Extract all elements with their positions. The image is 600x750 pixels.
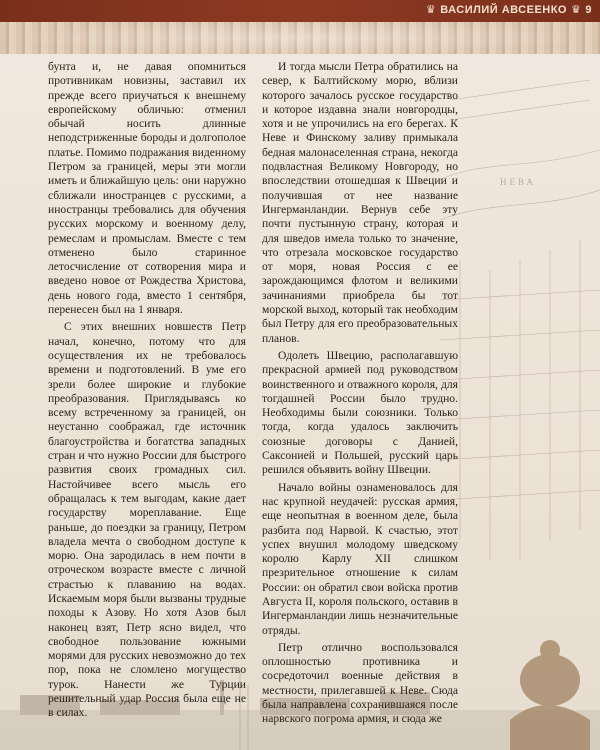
crown-icon: ♛	[425, 4, 437, 16]
paragraph: бунта и, не давая опомниться противникам новизны, заставил их прежде всего приучаться к внешнему европейскому обличью: отменил обычай носить длинные неподстриженные бороды и долгополое платье. Помимо подражания виденному Петром за границей, меры эти могли иметь и ближайшую цель: они наружно сближали иностранцев с русскими, а иностранцы требовались для обучения русских морскому и военному делу, ремеслам и промыслам. Вместе с тем отменено было старинное летосчисление от сотворения мира и введено новое от Рождества Христова, день нового года, вместо 1 сентября, перенесен был на 1 января.	[48, 60, 246, 317]
text-column-right	[262, 60, 458, 730]
paragraph: С этих внешних новшеств Петр начал, конечно, потому что для осуществления их не требовалось времени и подготовлений. В уме его зрели более широкие и глубокие преобразования. Приглядываясь ко всему встреченному за границей, он неустанно соображал, где источник благоустройства и богатства западных стран и что нужно России для быстрого развития своих громадных сил. Настойчивее всего мысль его обращалась к тем выгодам, какие дает государству мореплавание. Еще раньше, до поездки за границу, Петром владела мечта о свободном доступе к морю. Она зародилась в нем почти в отроческом возрасте вместе с личной страстью к плаванию на водах. Искаемым моря были вызваны трудные походы к Азову. Но хотя Азов был наконец взят, Петр ясно видел, что свободное пользование южными морями для русских невозможно до тех пор, пока не сломлено могущество турок. Нанести же Турции решительный удар Россия была еще не в силах.	[48, 320, 246, 720]
paragraph: Одолеть Швецию, располагавшую прекрасной армией под руководством воинственного и отважного короля, для тогдашней России было трудно. Необходимы были союзники. Только тогда, когда удалось заключить союзные договоры с Данией, Саксонией и Польшей, русский царь решился объявить войну Швеции.	[262, 348, 458, 477]
paragraph: Петр отлично воспользовался оплошностью противника и сосредоточил военные действия в местности, прилегавшей к Неве. Сюда была направлена сохранившаяся после нарвского погрома армия, и сюда же	[262, 640, 458, 726]
author-name: ВАСИЛИЙ АВСЕЕНКО	[440, 3, 567, 16]
running-head	[426, 3, 592, 16]
crown-icon: ♛	[571, 4, 582, 16]
background-map	[440, 60, 600, 640]
text-column-left	[48, 60, 246, 724]
map-label: НЕВА	[500, 177, 536, 187]
crest-ornament	[490, 620, 600, 750]
page-number: 9	[585, 3, 592, 16]
paragraph: И тогда мысли Петра обратились на север, к Балтийскому морю, вблизи которого зачалось русское государство и которое издавна знали новгородцы, хотя и не упрочились на его берегах. К Неве и Финскому заливу примыкала бедная малонаселенная страна, некогда подвластная Великому Новгороду, но впоследствии отошедшая к Швеции и получившая от нее название Ингерманландии. Вернув себе эту почти пустынную страну, которая и для шведов имела только то значение, что отрезала московское государство от моря, новая Россия с ее зарождающимся флотом и великими зачинаниями приобрела бы тот морской выход, который так необходим был Петру для его преобразовательных планов.	[262, 60, 458, 345]
paragraph: Начало войны ознаменовалось для нас крупной неудачей: русская армия, еще неопытная в военном деле, была разбита под Нарвой. К счастью, этот успех внушил молодому шведскому королю Карлу XII слишком презрительное отношение к силам России: он обратил свои войска против Августа II, короля польского, оставив в Ингерманландии лишь незначительные отряды.	[262, 480, 458, 637]
page-header	[0, 0, 600, 22]
ornament-highlight	[0, 22, 600, 54]
